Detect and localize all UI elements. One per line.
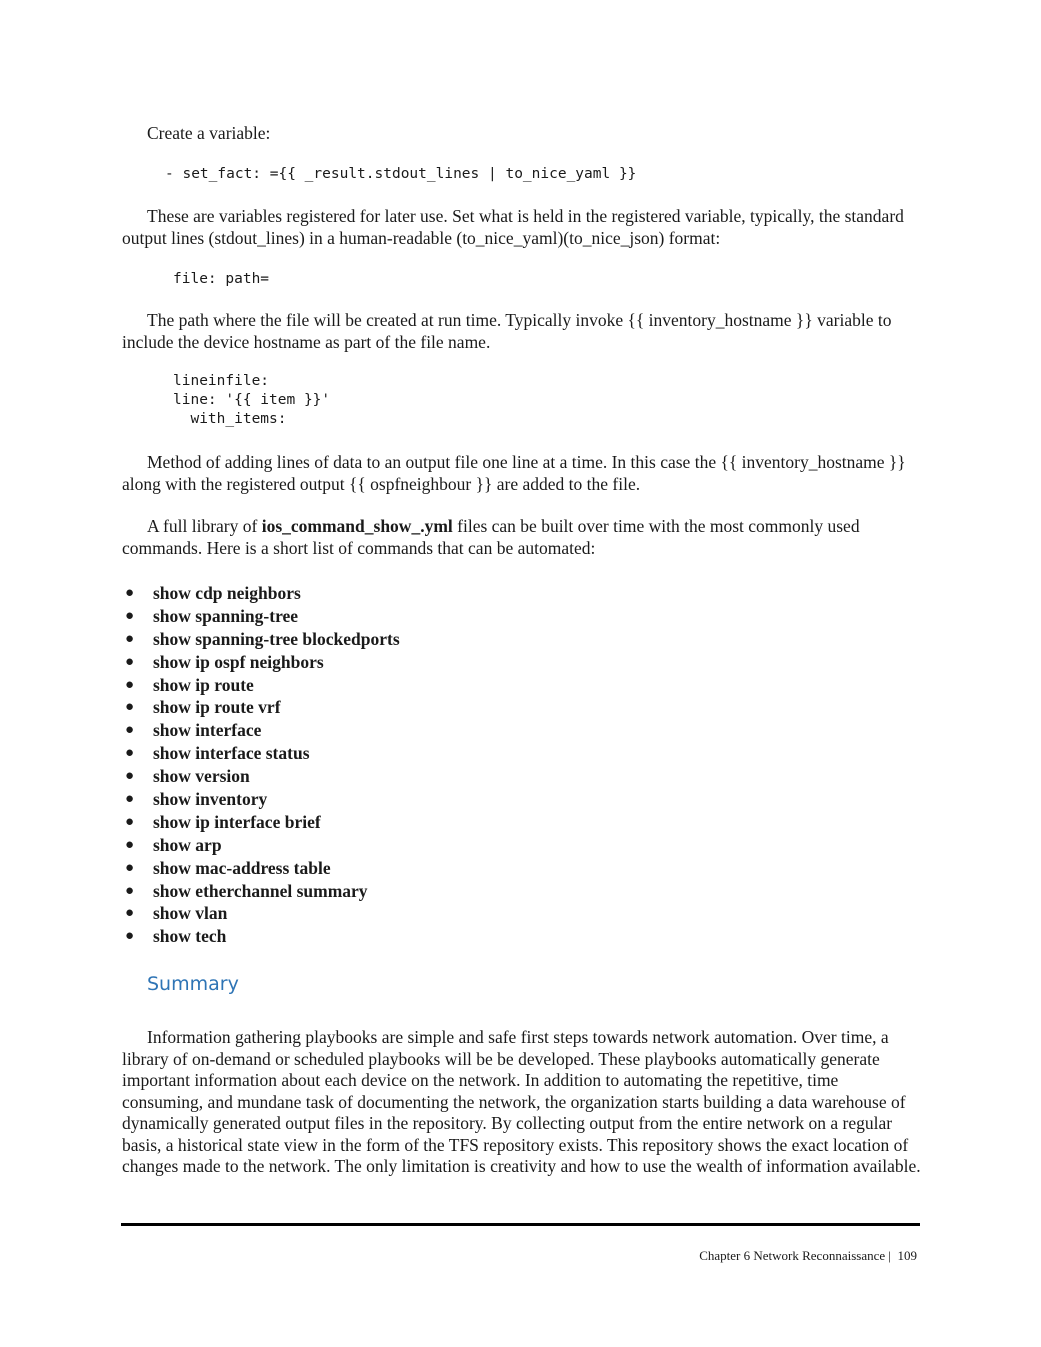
bullet-icon: ●: [125, 607, 135, 624]
list-item: [122, 811, 400, 834]
paragraph-command-library: [122, 516, 922, 559]
bullet-icon: ●: [125, 928, 135, 945]
paragraph-file-path: The path where the file will be created at run time. Typically invoke {{ inventory_hostname }} variable to include the device hostname as part of the file name.: [122, 310, 892, 352]
bullet-icon: ●: [125, 653, 135, 670]
list-item: [122, 925, 400, 948]
footer-separator: |: [888, 1248, 891, 1263]
list-item: [122, 696, 400, 719]
list-item: [122, 902, 400, 925]
list-item-text: show ip interface brief: [153, 811, 321, 832]
bullet-icon: ●: [125, 745, 135, 762]
list-item: [122, 651, 400, 674]
list-item-text: show interface: [153, 720, 262, 741]
bullet-icon: ●: [125, 722, 135, 739]
list-item-text: show ip ospf neighbors: [153, 651, 324, 672]
bullet-icon: ●: [125, 859, 135, 876]
paragraph-lineinfile: Method of adding lines of data to an output file one line at a time. In this case the {{ inventory_hostname }} along with the registered output {{ ospfneighbour }} are added to the file.: [122, 452, 906, 494]
list-item-text: show inventory: [153, 789, 268, 810]
summary-heading: Summary: [147, 973, 239, 995]
paragraph-registered-variables: These are variables registered for later use. Set what is held in the registered variable, typically, the standard output lines (stdout_lines) in a human-readable (to_nice_yaml)(to_nice_json) format:: [122, 206, 904, 248]
code-line: with_items:: [173, 411, 287, 427]
list-item-text: show cdp neighbors: [153, 583, 301, 603]
list-item: [122, 880, 400, 903]
summary-paragraph: Information gathering playbooks are simple and safe first steps towards network automation. Over time, a library of on-demand or scheduled playbooks will be be developed. These playbooks automatically generate important information about each device on the network. In addition to automating the repetitive, time consuming, and mundane task of documenting the network, the organization starts building a data warehouse of dynamically generated output files in the repository. By collecting output from the entire network on a regular basis, a historical state view in the form of the TFS repository exists. This repository shows the exact location of changes made to the network. The only limitation is creativity and how to use the wealth of information available.: [122, 1027, 921, 1176]
list-item: [122, 742, 400, 765]
bullet-icon: ●: [125, 768, 135, 785]
list-item: [122, 605, 400, 628]
filename-bold: ios_command_show_.yml: [261, 516, 453, 536]
list-item-text: show arp: [153, 834, 222, 855]
list-item-text: show tech: [153, 926, 227, 947]
bullet-icon: ●: [125, 630, 135, 647]
bullet-icon: ●: [125, 813, 135, 830]
bullet-icon: ●: [125, 585, 135, 601]
paragraph-text: files can be built over time with the most commonly used commands. Here is a short list of commands that can be automated:: [122, 516, 860, 558]
page-number: 109: [897, 1248, 917, 1263]
code-file-path: file: path=: [173, 271, 270, 287]
list-item-text: show ip route vrf: [153, 697, 281, 718]
list-item-text: show spanning-tree blockedports: [153, 628, 400, 649]
code-line: lineinfile:: [173, 373, 270, 389]
intro-text: Create a variable:: [147, 123, 271, 143]
list-item-text: show mac-address table: [153, 857, 331, 878]
list-item-text: show etherchannel summary: [153, 880, 368, 901]
bullet-icon: ●: [125, 676, 135, 693]
page-footer: [699, 1248, 917, 1264]
list-item-text: show spanning-tree: [153, 605, 299, 626]
bullet-icon: ●: [125, 699, 135, 716]
paragraph-text: A full library of: [147, 516, 262, 536]
footer-rule: [121, 1223, 920, 1226]
list-item: [122, 765, 400, 788]
bullet-icon: ●: [125, 882, 135, 899]
list-item-text: show version: [153, 766, 250, 787]
command-list: [122, 582, 400, 948]
bullet-icon: ●: [125, 791, 135, 808]
list-item-text: show interface status: [153, 743, 310, 764]
list-item: [122, 834, 400, 857]
list-item: [122, 628, 400, 651]
list-item: [122, 582, 400, 605]
code-set-fact: - set_fact: ={{ _result.stdout_lines | to_nice_yaml }}: [165, 166, 637, 182]
bullet-icon: ●: [125, 905, 135, 922]
code-line: line: '{{ item }}': [173, 392, 331, 408]
list-item: [122, 719, 400, 742]
footer-chapter: Chapter 6 Network Reconnaissance: [699, 1248, 886, 1263]
list-item: [122, 788, 400, 811]
list-item-text: show vlan: [153, 903, 228, 924]
bullet-icon: ●: [125, 836, 135, 853]
list-item: [122, 857, 400, 880]
list-item-text: show ip route: [153, 674, 254, 695]
list-item: [122, 674, 400, 697]
